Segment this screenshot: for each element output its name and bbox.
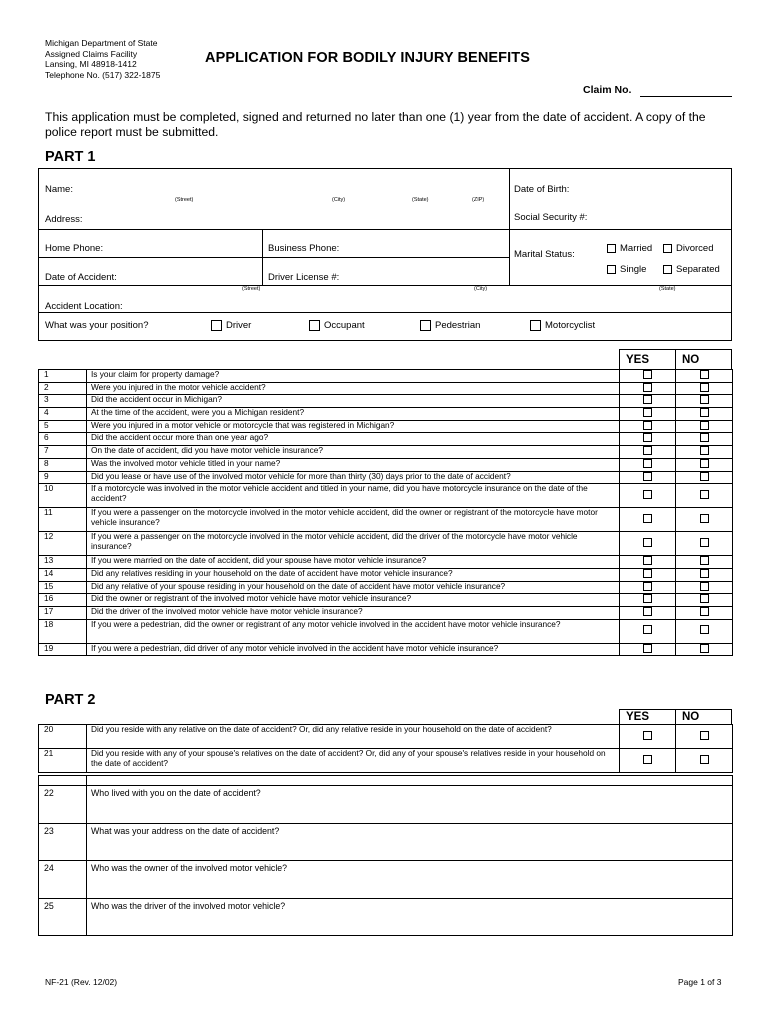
no-checkbox[interactable] (700, 556, 709, 565)
motorcyclist-label: Motorcyclist (545, 320, 596, 331)
occupant-checkbox[interactable] (309, 320, 320, 331)
part1-questions-table (38, 369, 733, 656)
part2-questions-table (38, 724, 733, 773)
question-number: 5 (39, 420, 87, 433)
no-cell (676, 532, 733, 556)
question-row (39, 532, 733, 556)
question-text: Did you reside with any of your spouse's relatives on the date of accident? Or, did any of your spouse's relatives reside in your household on the date of accident? (87, 749, 620, 773)
driver-license-label: Driver License #: (268, 272, 340, 283)
question-row (39, 395, 733, 408)
no-cell (676, 749, 733, 773)
no-checkbox[interactable] (700, 731, 709, 740)
ssn-label: Social Security #: (514, 212, 588, 223)
marital-status-label: Marital Status: (514, 249, 575, 260)
question-text: Is your claim for property damage? (87, 370, 620, 383)
no-cell (676, 643, 733, 656)
question-number: 2 (39, 382, 87, 395)
yes-cell (620, 446, 676, 459)
question-text: Was the involved motor vehicle titled in your name? (87, 458, 620, 471)
question-text: If you were a passenger on the motorcycle involved in the motor vehicle accident, did the owner or registrant of the motorcycle have motor vehicle insurance? (87, 508, 620, 532)
intro-text: This application must be completed, signed and returned no later than one (1) year from the date of accident. A copy of the police report must be submitted. (45, 110, 706, 139)
yes-cell (620, 508, 676, 532)
question-number: 24 (39, 861, 87, 899)
yes-checkbox[interactable] (643, 569, 652, 578)
question-text: At the time of the accident, were you a Michigan resident? (87, 408, 620, 421)
yes-cell (620, 594, 676, 607)
yes-checkbox[interactable] (643, 625, 652, 634)
question-number: 15 (39, 581, 87, 594)
yes-cell (620, 568, 676, 581)
part1-heading: PART 1 (45, 149, 96, 165)
question-row (39, 420, 733, 433)
state-hint: (State) (412, 197, 429, 203)
yes-checkbox[interactable] (643, 755, 652, 764)
question-number: 18 (39, 619, 87, 643)
no-cell (676, 458, 733, 471)
form-id: NF-21 (Rev. 12/02) (45, 977, 118, 987)
no-checkbox[interactable] (700, 433, 709, 442)
agency-line: Telephone No. (517) 322-1875 (45, 69, 161, 80)
yes-checkbox[interactable] (643, 731, 652, 740)
open-question-row (39, 861, 733, 899)
yes-cell (620, 382, 676, 395)
driver-checkbox[interactable] (211, 320, 222, 331)
yes-cell (620, 581, 676, 594)
yes-cell (620, 408, 676, 421)
spacer-cell (39, 776, 87, 786)
question-number: 9 (39, 471, 87, 484)
agency-line: Assigned Claims Facility (45, 48, 138, 59)
separated-option[interactable] (663, 264, 720, 275)
claim-number-label: Claim No. (583, 84, 632, 96)
yes-checkbox[interactable] (643, 421, 652, 430)
street-hint: (Street) (242, 286, 261, 292)
yes-checkbox[interactable] (643, 408, 652, 417)
question-text: Did the accident occur in Michigan? (87, 395, 620, 408)
accident-location-label: Accident Location: (45, 301, 123, 312)
yes-checkbox[interactable] (643, 538, 652, 547)
date-of-accident-label: Date of Accident: (45, 272, 117, 283)
no-checkbox[interactable] (700, 383, 709, 392)
question-number: 22 (39, 786, 87, 824)
no-cell (676, 606, 733, 619)
no-cell (676, 471, 733, 484)
question-row (39, 725, 733, 749)
yes-checkbox[interactable] (643, 556, 652, 565)
pedestrian-label: Pedestrian (435, 320, 481, 331)
no-cell (676, 619, 733, 643)
divorced-label: Divorced (676, 243, 714, 254)
question-text: If you were a passenger on the motorcycle involved in the motor vehicle accident, did the driver of the motorcycle have motor vehicle insurance? (87, 532, 620, 556)
question-row (39, 370, 733, 383)
question-number: 10 (39, 484, 87, 508)
no-checkbox[interactable] (700, 395, 709, 404)
question-text: Did any relative of your spouse residing in your household on the date of accident have motor vehicle insurance? (87, 581, 620, 594)
address-label: Address: (45, 214, 83, 225)
question-text: Did you reside with any relative on the date of accident? Or, did any relative reside in your household on the date of accident? (87, 725, 620, 749)
pedestrian-checkbox[interactable] (420, 320, 431, 331)
yes-checkbox[interactable] (643, 472, 652, 481)
page-number: Page 1 of 3 (678, 977, 722, 987)
divider (38, 257, 262, 258)
no-cell (676, 382, 733, 395)
question-row (39, 606, 733, 619)
agency-line: Michigan Department of State (45, 38, 158, 48)
question-text: Did any relatives residing in your household on the date of accident have motor vehicle insurance? (87, 568, 620, 581)
no-checkbox[interactable] (700, 538, 709, 547)
married-option[interactable] (607, 243, 652, 254)
question-number: 16 (39, 594, 87, 607)
no-checkbox[interactable] (700, 490, 709, 499)
yes-checkbox[interactable] (643, 514, 652, 523)
question-text: If a motorcycle was involved in the motor vehicle accident and titled in your name, did you have motorcycle insurance on the date of the accident? (87, 484, 620, 508)
divider (509, 168, 510, 285)
question-text: If you were a pedestrian, did the owner or registrant of any motor vehicle involved in the accident have motor vehicle insurance? (87, 619, 620, 643)
question-number: 3 (39, 395, 87, 408)
no-checkbox[interactable] (700, 472, 709, 481)
question-row (39, 458, 733, 471)
no-cell (676, 556, 733, 569)
yes-cell (620, 484, 676, 508)
no-checkbox[interactable] (700, 446, 709, 455)
married-label: Married (620, 243, 653, 254)
street-hint: (Street) (175, 197, 194, 203)
question-row (39, 594, 733, 607)
question-number: 7 (39, 446, 87, 459)
question-text: Who was the owner of the involved motor vehicle? (87, 861, 733, 899)
question-number: 20 (39, 725, 87, 749)
no-cell (676, 408, 733, 421)
question-row (39, 471, 733, 484)
part2-heading: PART 2 (45, 692, 96, 708)
form-title: APPLICATION FOR BODILY INJURY BENEFITS (205, 50, 530, 66)
question-row (39, 643, 733, 656)
no-cell (676, 446, 733, 459)
question-text: If you were married on the date of accident, did your spouse have motor vehicle insurance? (87, 556, 620, 569)
yes-cell (620, 749, 676, 773)
no-cell (676, 395, 733, 408)
no-checkbox[interactable] (700, 569, 709, 578)
yes-checkbox[interactable] (643, 395, 652, 404)
no-checkbox[interactable] (700, 408, 709, 417)
question-number: 21 (39, 749, 87, 773)
no-cell (676, 484, 733, 508)
question-text: Were you injured in a motor vehicle or motorcycle that was registered in Michigan? (87, 420, 620, 433)
single-label: Single (620, 264, 647, 275)
occupant-option[interactable] (309, 320, 365, 331)
yes-cell (620, 619, 676, 643)
no-cell (676, 420, 733, 433)
question-text: On the date of accident, did you have motor vehicle insurance? (87, 446, 620, 459)
name-label: Name: (45, 184, 73, 195)
agency-line: Lansing, MI 48918-1412 (45, 59, 137, 69)
motorcyclist-checkbox[interactable] (530, 320, 541, 331)
no-cell (676, 370, 733, 383)
agency-address (45, 38, 160, 80)
question-number: 1 (39, 370, 87, 383)
question-number: 13 (39, 556, 87, 569)
yes-cell (620, 532, 676, 556)
separated-checkbox[interactable] (663, 265, 672, 274)
no-checkbox[interactable] (700, 582, 709, 591)
yes-cell (620, 643, 676, 656)
question-number: 4 (39, 408, 87, 421)
spacer-cell (87, 776, 733, 786)
question-row (39, 619, 733, 643)
question-number: 25 (39, 898, 87, 936)
no-checkbox[interactable] (700, 644, 709, 653)
question-number: 14 (39, 568, 87, 581)
no-checkbox[interactable] (700, 625, 709, 634)
question-text: Did the owner or registrant of the involved motor vehicle have motor vehicle insurance? (87, 594, 620, 607)
no-cell (676, 725, 733, 749)
no-cell (676, 508, 733, 532)
yes-checkbox[interactable] (643, 594, 652, 603)
no-checkbox[interactable] (700, 594, 709, 603)
divider (38, 285, 732, 286)
home-phone-label: Home Phone: (45, 243, 104, 254)
yes-column-header: YES (626, 711, 650, 723)
yes-checkbox[interactable] (643, 446, 652, 455)
question-number: 6 (39, 433, 87, 446)
divorced-checkbox[interactable] (663, 244, 672, 253)
yes-cell (620, 606, 676, 619)
yes-cell (620, 725, 676, 749)
zip-hint: (ZIP) (472, 197, 485, 203)
separated-label: Separated (676, 264, 720, 275)
question-row (39, 749, 733, 773)
question-text: Were you injured in the motor vehicle accident? (87, 382, 620, 395)
divider (262, 257, 509, 258)
city-hint: (City) (474, 286, 488, 292)
question-number: 19 (39, 643, 87, 656)
yes-checkbox[interactable] (643, 490, 652, 499)
position-question: What was your position? (45, 320, 149, 331)
question-row (39, 408, 733, 421)
question-text: Did the driver of the involved motor vehicle have motor vehicle insurance? (87, 606, 620, 619)
divider (675, 349, 676, 369)
question-number: 23 (39, 823, 87, 861)
business-phone-label: Business Phone: (268, 243, 340, 254)
divorced-option[interactable] (663, 243, 714, 254)
question-row (39, 508, 733, 532)
yes-checkbox[interactable] (643, 607, 652, 616)
question-row (39, 556, 733, 569)
single-option[interactable] (607, 264, 646, 275)
question-row (39, 433, 733, 446)
part2-open-questions-table (38, 775, 733, 936)
no-checkbox[interactable] (700, 514, 709, 523)
question-row (39, 581, 733, 594)
no-checkbox[interactable] (700, 755, 709, 764)
question-text: What was your address on the date of accident? (87, 823, 733, 861)
no-column-header: NO (682, 711, 700, 723)
yes-cell (620, 433, 676, 446)
yes-column-header: YES (626, 354, 650, 366)
open-question-row (39, 786, 733, 824)
no-checkbox[interactable] (700, 459, 709, 468)
question-text: Who lived with you on the date of accident? (87, 786, 733, 824)
open-question-row (39, 823, 733, 861)
occupant-label: Occupant (324, 320, 365, 331)
yes-cell (620, 471, 676, 484)
dob-label: Date of Birth: (514, 184, 570, 195)
no-cell (676, 581, 733, 594)
question-text: If you were a pedestrian, did driver of any motor vehicle involved in the accident have motor vehicle insurance? (87, 643, 620, 656)
question-text: Did the accident occur more than one year ago? (87, 433, 620, 446)
divider (675, 709, 676, 724)
question-row (39, 484, 733, 508)
pedestrian-option[interactable] (420, 320, 480, 331)
yes-cell (620, 395, 676, 408)
yes-checkbox[interactable] (643, 433, 652, 442)
yes-checkbox[interactable] (643, 370, 652, 379)
question-row (39, 382, 733, 395)
question-row (39, 568, 733, 581)
divider (38, 229, 732, 230)
driver-label: Driver (226, 320, 252, 331)
no-cell (676, 594, 733, 607)
question-text: Who was the driver of the involved motor vehicle? (87, 898, 733, 936)
divider (38, 312, 732, 313)
yes-checkbox[interactable] (643, 459, 652, 468)
no-checkbox[interactable] (700, 370, 709, 379)
yes-cell (620, 370, 676, 383)
yes-cell (620, 420, 676, 433)
personal-info-box (38, 168, 732, 341)
question-number: 17 (39, 606, 87, 619)
no-column-header: NO (682, 354, 700, 366)
yes-checkbox[interactable] (643, 383, 652, 392)
yes-cell (620, 458, 676, 471)
no-checkbox[interactable] (700, 421, 709, 430)
yes-cell (620, 556, 676, 569)
driver-option[interactable] (211, 320, 251, 331)
question-text: Did you lease or have use of the involved motor vehicle for more than thirty (30) days prior to the date of accident? (87, 471, 620, 484)
question-number: 11 (39, 508, 87, 532)
yes-checkbox[interactable] (643, 644, 652, 653)
single-checkbox[interactable] (607, 265, 616, 274)
no-cell (676, 568, 733, 581)
yes-checkbox[interactable] (643, 582, 652, 591)
no-checkbox[interactable] (700, 607, 709, 616)
state-hint: (State) (659, 286, 676, 292)
question-number: 8 (39, 458, 87, 471)
question-number: 12 (39, 532, 87, 556)
claim-number-field[interactable] (640, 96, 732, 97)
married-checkbox[interactable] (607, 244, 616, 253)
question-row (39, 446, 733, 459)
city-hint: (City) (332, 197, 346, 203)
open-question-row (39, 898, 733, 936)
motorcyclist-option[interactable] (530, 320, 595, 331)
no-cell (676, 433, 733, 446)
